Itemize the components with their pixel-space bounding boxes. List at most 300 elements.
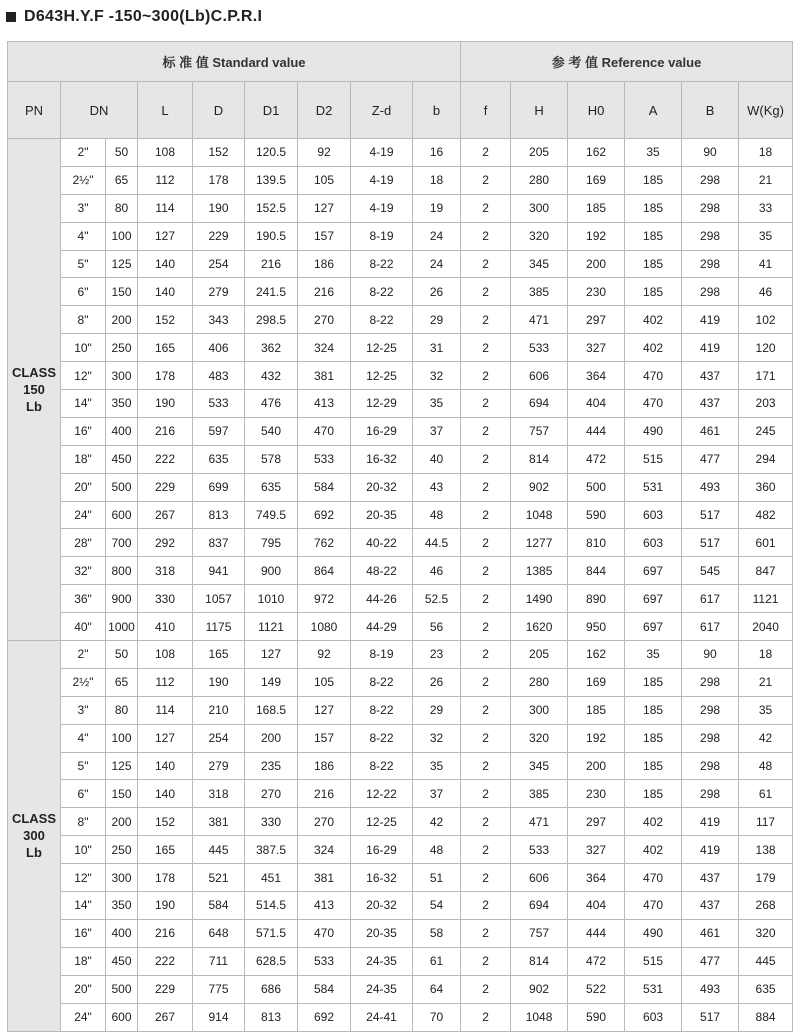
row-dn: 800 [106,557,138,585]
row-a: 531 [625,473,682,501]
row-h0: 472 [568,947,625,975]
row-h: 757 [511,417,568,445]
row-a: 185 [625,752,682,780]
row-weight: 1121 [739,585,793,613]
row-dn: 1000 [106,613,138,641]
table-row [8,836,793,864]
row-dn: 50 [106,641,138,669]
row-h0: 444 [568,417,625,445]
row-h0: 590 [568,501,625,529]
row-weight: 203 [739,390,793,418]
row-dn: 50 [106,139,138,167]
row-f: 2 [461,696,511,724]
row-b: 32 [413,724,461,752]
row-z-d: 12-25 [351,808,413,836]
row-f: 2 [461,947,511,975]
row-d: 584 [193,892,245,920]
row-b: 18 [413,166,461,194]
table-row [8,780,793,808]
row-l: 229 [138,473,193,501]
row-f: 2 [461,501,511,529]
row-dn: 600 [106,501,138,529]
row-a: 470 [625,864,682,892]
row-h0: 500 [568,473,625,501]
row-h0: 230 [568,780,625,808]
row-d1: 190.5 [245,222,298,250]
row-l: 165 [138,334,193,362]
row-b: 64 [413,975,461,1003]
row-z-d: 20-32 [351,892,413,920]
row-h: 606 [511,864,568,892]
row-b2: 437 [682,864,739,892]
pn-class-cell [8,139,61,641]
row-l: 165 [138,836,193,864]
row-d: 711 [193,947,245,975]
row-weight: 21 [739,668,793,696]
row-inch: 6" [61,780,106,808]
row-z-d: 44-26 [351,585,413,613]
table-row [8,362,793,390]
col-header-a: A [625,82,682,139]
row-a: 697 [625,613,682,641]
row-inch: 8" [61,306,106,334]
row-b: 35 [413,752,461,780]
table-row [8,278,793,306]
row-inch: 12" [61,362,106,390]
row-d: 914 [193,1003,245,1031]
row-d1: 540 [245,417,298,445]
row-d: 381 [193,808,245,836]
row-h: 280 [511,166,568,194]
row-l: 112 [138,166,193,194]
pn-class-line: CLASS [11,811,57,827]
row-d1: 795 [245,529,298,557]
table-row [8,139,793,167]
row-inch: 32" [61,557,106,585]
row-d2: 105 [298,166,351,194]
row-z-d: 8-22 [351,724,413,752]
row-l: 140 [138,278,193,306]
row-h0: 444 [568,919,625,947]
row-dn: 450 [106,947,138,975]
row-z-d: 20-35 [351,919,413,947]
row-d2: 470 [298,417,351,445]
table-row [8,417,793,445]
row-d2: 186 [298,250,351,278]
table-row [8,501,793,529]
row-l: 127 [138,724,193,752]
row-h: 1277 [511,529,568,557]
row-b: 37 [413,780,461,808]
row-h: 1385 [511,557,568,585]
row-weight: 120 [739,334,793,362]
row-d1: 235 [245,752,298,780]
row-f: 2 [461,390,511,418]
row-d: 1057 [193,585,245,613]
row-l: 222 [138,947,193,975]
row-h0: 162 [568,641,625,669]
row-b: 26 [413,668,461,696]
row-d2: 105 [298,668,351,696]
row-f: 2 [461,613,511,641]
row-inch: 3" [61,696,106,724]
row-d: 775 [193,975,245,1003]
row-d1: 387.5 [245,836,298,864]
row-l: 190 [138,892,193,920]
row-h: 1490 [511,585,568,613]
row-weight: 21 [739,166,793,194]
row-inch: 5" [61,250,106,278]
row-h0: 364 [568,362,625,390]
pn-class-line: 300 [23,828,45,844]
row-b: 37 [413,417,461,445]
table-row [8,864,793,892]
row-h: 345 [511,250,568,278]
col-header-d1: D1 [245,82,298,139]
col-header-d: D [193,82,245,139]
row-h0: 844 [568,557,625,585]
row-a: 402 [625,334,682,362]
row-l: 216 [138,417,193,445]
row-dn: 65 [106,166,138,194]
row-dn: 700 [106,529,138,557]
row-l: 267 [138,501,193,529]
row-l: 330 [138,585,193,613]
row-inch: 24" [61,501,106,529]
row-d: 343 [193,306,245,334]
row-d1: 139.5 [245,166,298,194]
spec-table [7,41,793,1032]
row-d2: 692 [298,501,351,529]
row-z-d: 12-29 [351,390,413,418]
pn-class-line: Lb [26,845,42,861]
row-b2: 617 [682,613,739,641]
row-z-d: 8-22 [351,306,413,334]
row-z-d: 8-22 [351,668,413,696]
row-h0: 297 [568,306,625,334]
row-z-d: 40-22 [351,529,413,557]
row-weight: 46 [739,278,793,306]
title-text: D643H.Y.F -150~300(Lb)C.P.R.I [24,8,263,25]
row-inch: 6" [61,278,106,306]
row-d2: 127 [298,194,351,222]
row-b: 35 [413,390,461,418]
row-b: 42 [413,808,461,836]
row-d: 445 [193,836,245,864]
row-b: 29 [413,306,461,334]
row-b: 56 [413,613,461,641]
row-a: 402 [625,836,682,864]
row-h: 385 [511,780,568,808]
row-inch: 3" [61,194,106,222]
row-f: 2 [461,334,511,362]
row-weight: 33 [739,194,793,222]
row-b2: 461 [682,919,739,947]
row-f: 2 [461,808,511,836]
row-d2: 413 [298,892,351,920]
row-b2: 298 [682,752,739,780]
row-d2: 972 [298,585,351,613]
row-weight: 18 [739,139,793,167]
row-weight: 245 [739,417,793,445]
row-d1: 686 [245,975,298,1003]
row-b2: 298 [682,278,739,306]
row-f: 2 [461,919,511,947]
row-h0: 590 [568,1003,625,1031]
row-h0: 327 [568,836,625,864]
row-h: 533 [511,836,568,864]
row-d2: 92 [298,641,351,669]
row-b2: 419 [682,306,739,334]
table-row [8,334,793,362]
row-d: 190 [193,668,245,696]
row-d2: 216 [298,278,351,306]
table-row [8,250,793,278]
row-b: 29 [413,696,461,724]
row-z-d: 20-32 [351,473,413,501]
row-f: 2 [461,557,511,585]
row-d: 521 [193,864,245,892]
row-l: 178 [138,362,193,390]
row-dn: 900 [106,585,138,613]
col-header-l: L [138,82,193,139]
row-b: 48 [413,836,461,864]
row-d: 533 [193,390,245,418]
row-inch: 18" [61,445,106,473]
row-h: 300 [511,696,568,724]
row-weight: 41 [739,250,793,278]
col-header-z-d: Z-d [351,82,413,139]
row-inch: 4" [61,724,106,752]
row-dn: 125 [106,752,138,780]
row-z-d: 4-19 [351,166,413,194]
row-l: 108 [138,139,193,167]
row-b: 23 [413,641,461,669]
row-d1: 900 [245,557,298,585]
row-d2: 324 [298,836,351,864]
row-b2: 298 [682,780,739,808]
table-row [8,641,793,669]
row-d2: 762 [298,529,351,557]
row-d1: 1121 [245,613,298,641]
reference-value-header: 参 考 值 Reference value [461,42,793,82]
row-a: 697 [625,557,682,585]
row-a: 603 [625,501,682,529]
row-weight: 884 [739,1003,793,1031]
row-h: 533 [511,334,568,362]
row-d: 648 [193,919,245,947]
row-b: 54 [413,892,461,920]
row-b: 51 [413,864,461,892]
col-header-pn: PN [8,82,61,139]
row-b2: 493 [682,975,739,1003]
row-b: 24 [413,222,461,250]
row-d: 318 [193,780,245,808]
table-row [8,1003,793,1031]
row-d: 635 [193,445,245,473]
row-dn: 200 [106,306,138,334]
row-d1: 1010 [245,585,298,613]
row-b2: 545 [682,557,739,585]
row-l: 108 [138,641,193,669]
row-l: 140 [138,250,193,278]
row-weight: 268 [739,892,793,920]
row-d1: 298.5 [245,306,298,334]
row-d: 1175 [193,613,245,641]
row-l: 229 [138,975,193,1003]
row-h0: 230 [568,278,625,306]
row-dn: 450 [106,445,138,473]
row-a: 490 [625,919,682,947]
row-weight: 320 [739,919,793,947]
row-inch: 2½" [61,668,106,696]
row-l: 127 [138,222,193,250]
row-f: 2 [461,194,511,222]
row-d: 813 [193,501,245,529]
row-d1: 168.5 [245,696,298,724]
row-a: 603 [625,1003,682,1031]
row-f: 2 [461,362,511,390]
row-inch: 16" [61,417,106,445]
row-z-d: 8-22 [351,250,413,278]
row-l: 114 [138,696,193,724]
row-b: 52.5 [413,585,461,613]
row-b: 58 [413,919,461,947]
row-b2: 419 [682,836,739,864]
row-inch: 24" [61,1003,106,1031]
table-row [8,668,793,696]
table-row [8,947,793,975]
row-z-d: 16-29 [351,417,413,445]
row-b2: 298 [682,724,739,752]
row-inch: 10" [61,334,106,362]
row-f: 2 [461,864,511,892]
row-h0: 327 [568,334,625,362]
row-h: 902 [511,975,568,1003]
row-a: 185 [625,696,682,724]
row-f: 2 [461,641,511,669]
table-row [8,752,793,780]
row-b: 48 [413,501,461,529]
row-b: 61 [413,947,461,975]
table-row [8,557,793,585]
row-dn: 600 [106,1003,138,1031]
row-d1: 578 [245,445,298,473]
row-a: 185 [625,166,682,194]
row-inch: 4" [61,222,106,250]
row-dn: 150 [106,278,138,306]
row-z-d: 12-22 [351,780,413,808]
row-a: 185 [625,222,682,250]
row-dn: 500 [106,975,138,1003]
row-h0: 192 [568,724,625,752]
row-a: 185 [625,724,682,752]
table-row [8,919,793,947]
row-z-d: 44-29 [351,613,413,641]
standard-value-header: 标 准 值 Standard value [8,42,461,82]
row-b2: 437 [682,892,739,920]
row-l: 222 [138,445,193,473]
row-weight: 171 [739,362,793,390]
row-weight: 445 [739,947,793,975]
row-z-d: 8-22 [351,752,413,780]
row-h0: 169 [568,668,625,696]
row-d2: 381 [298,864,351,892]
row-z-d: 48-22 [351,557,413,585]
row-l: 152 [138,306,193,334]
row-d1: 749.5 [245,501,298,529]
row-d: 597 [193,417,245,445]
row-inch: 40" [61,613,106,641]
row-dn: 200 [106,808,138,836]
row-inch: 2" [61,641,106,669]
row-b2: 90 [682,641,739,669]
row-f: 2 [461,668,511,696]
row-b2: 477 [682,947,739,975]
row-d: 254 [193,724,245,752]
row-z-d: 16-32 [351,864,413,892]
row-h0: 404 [568,892,625,920]
table-row [8,975,793,1003]
row-h0: 200 [568,250,625,278]
row-d2: 381 [298,362,351,390]
row-a: 515 [625,947,682,975]
row-b2: 437 [682,362,739,390]
row-dn: 80 [106,194,138,222]
row-d1: 432 [245,362,298,390]
row-l: 114 [138,194,193,222]
row-b2: 419 [682,808,739,836]
row-d1: 241.5 [245,278,298,306]
table-row [8,892,793,920]
pn-class-line: Lb [26,399,42,415]
row-inch: 16" [61,919,106,947]
row-l: 216 [138,919,193,947]
row-a: 470 [625,892,682,920]
row-d: 165 [193,641,245,669]
row-inch: 8" [61,808,106,836]
row-z-d: 20-35 [351,501,413,529]
row-weight: 61 [739,780,793,808]
row-h: 757 [511,919,568,947]
row-a: 35 [625,641,682,669]
table-row [8,222,793,250]
table-row [8,613,793,641]
row-d2: 533 [298,445,351,473]
row-d2: 533 [298,947,351,975]
table-row [8,808,793,836]
col-header-b2: B [682,82,739,139]
row-b: 46 [413,557,461,585]
row-dn: 100 [106,724,138,752]
row-weight: 2040 [739,613,793,641]
row-h0: 162 [568,139,625,167]
row-f: 2 [461,892,511,920]
row-dn: 400 [106,919,138,947]
row-b: 32 [413,362,461,390]
table-row [8,166,793,194]
row-b: 43 [413,473,461,501]
row-h0: 169 [568,166,625,194]
row-f: 2 [461,585,511,613]
row-h: 1620 [511,613,568,641]
row-d2: 157 [298,222,351,250]
row-d1: 216 [245,250,298,278]
pn-class-cell [8,641,61,1031]
row-a: 185 [625,668,682,696]
row-f: 2 [461,278,511,306]
row-dn: 80 [106,696,138,724]
